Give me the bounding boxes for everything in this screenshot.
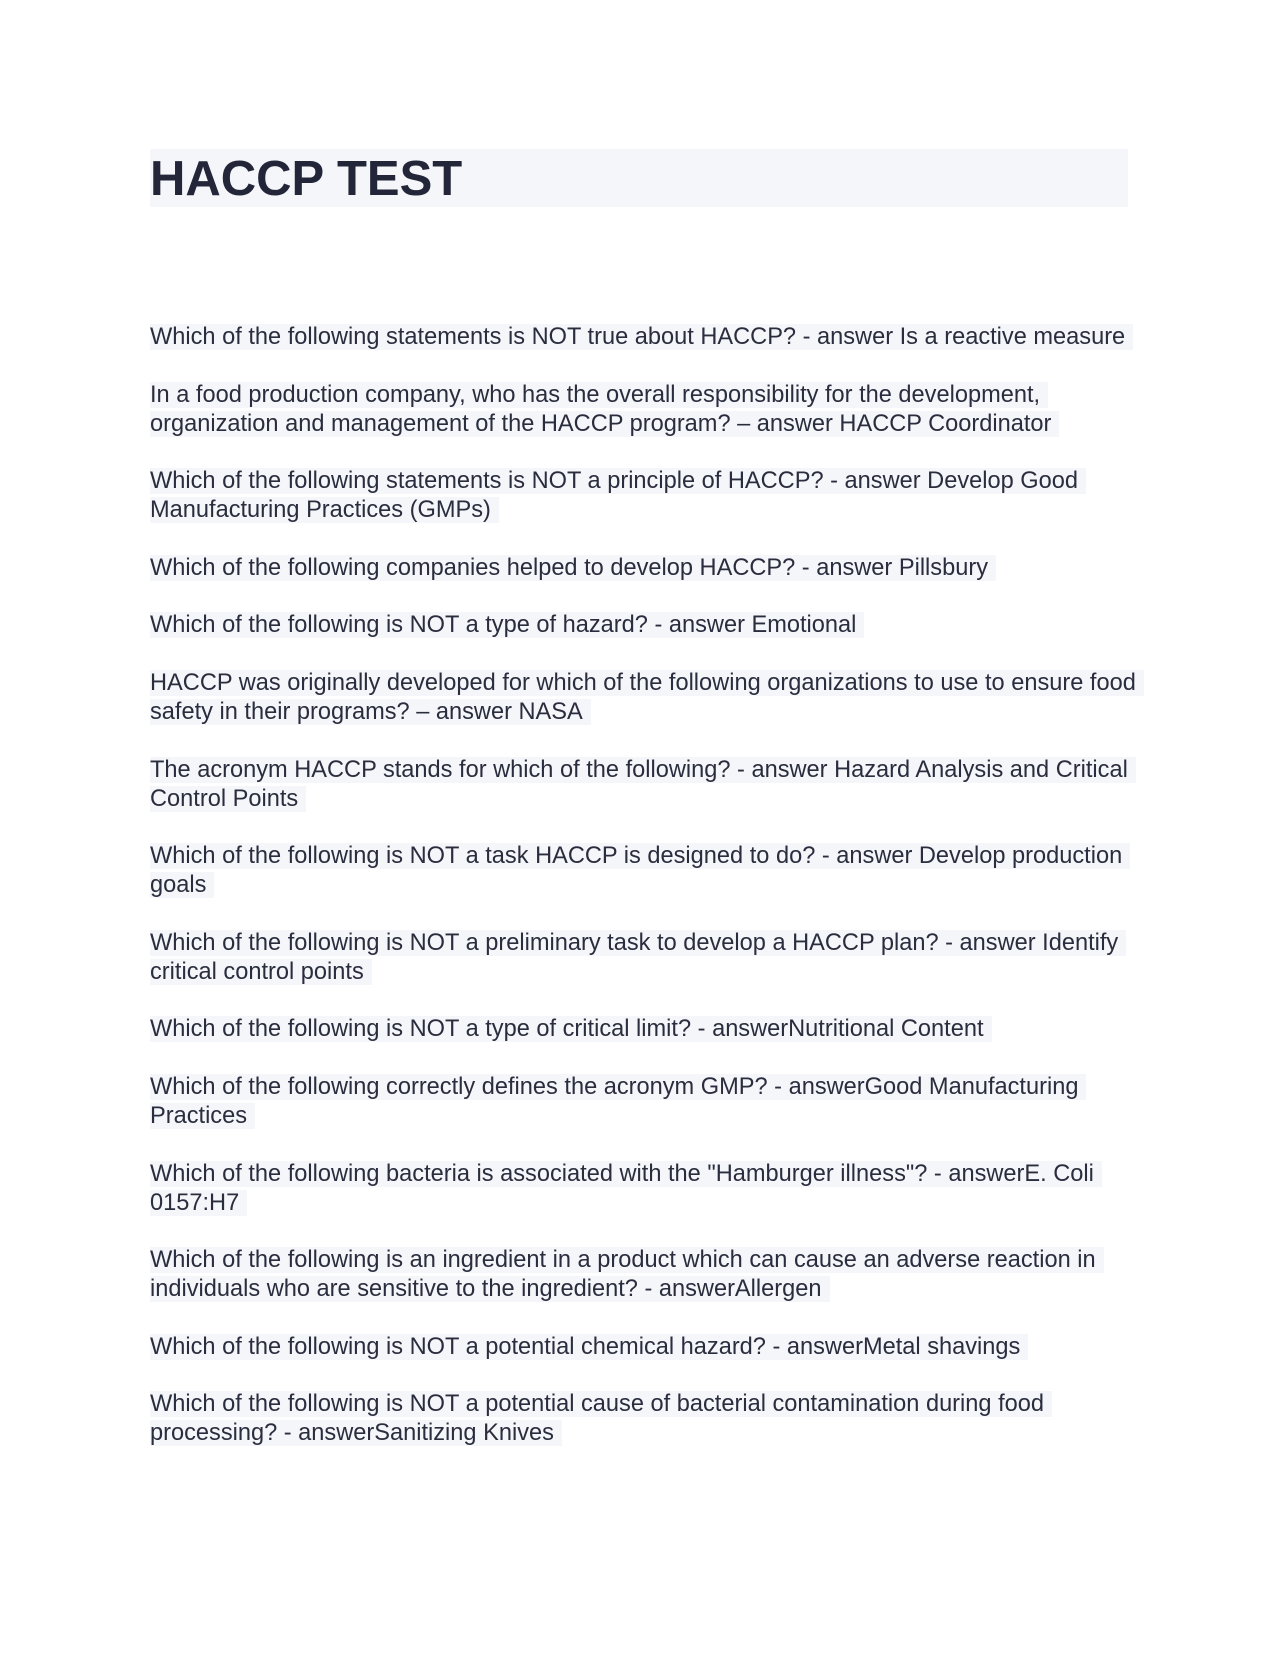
qa-item bbox=[150, 842, 1150, 900]
question-answer-list bbox=[150, 323, 1150, 1477]
qa-item bbox=[150, 669, 1150, 727]
qa-item bbox=[150, 1160, 1150, 1218]
qa-text: Which of the following is NOT a type of hazard? - answer Emotional bbox=[150, 612, 864, 638]
qa-item bbox=[150, 929, 1150, 987]
qa-item bbox=[150, 756, 1150, 814]
qa-text: Which of the following is an ingredient in a product which can cause an adverse reaction in individuals who are sensitive to the ingredient? - answerAllergen bbox=[150, 1247, 1104, 1302]
qa-text: Which of the following correctly defines the acronym GMP? - answerGood Manufacturing Practices bbox=[150, 1074, 1086, 1129]
qa-item bbox=[150, 467, 1150, 525]
qa-item bbox=[150, 381, 1150, 439]
qa-text: Which of the following is NOT a potential chemical hazard? - answerMetal shavings bbox=[150, 1334, 1028, 1360]
qa-item bbox=[150, 1333, 1150, 1362]
qa-text: Which of the following is NOT a task HACCP is designed to do? - answer Develop production goals bbox=[150, 843, 1130, 898]
qa-text: Which of the following statements is NOT true about HACCP? - answer Is a reactive measure bbox=[150, 324, 1133, 350]
document-title: HACCP TEST bbox=[150, 152, 463, 206]
qa-text: Which of the following bacteria is associated with the "Hamburger illness"? - answerE. Coli 0157:H7 bbox=[150, 1161, 1102, 1216]
qa-item bbox=[150, 323, 1150, 352]
qa-text: Which of the following is NOT a potential cause of bacterial contamination during food processing? - answerSanitizing Knives bbox=[150, 1391, 1052, 1446]
qa-text: Which of the following statements is NOT a principle of HACCP? - answer Develop Good Manufacturing Practices (GMPs) bbox=[150, 468, 1086, 523]
qa-item bbox=[150, 1246, 1150, 1304]
qa-item bbox=[150, 611, 1150, 640]
qa-text: Which of the following is NOT a preliminary task to develop a HACCP plan? - answer Identify critical control points bbox=[150, 930, 1126, 985]
qa-item bbox=[150, 1390, 1150, 1448]
qa-text: HACCP was originally developed for which of the following organizations to use to ensure food safety in their programs? – answer NASA bbox=[150, 670, 1144, 725]
qa-item bbox=[150, 554, 1150, 583]
qa-text: The acronym HACCP stands for which of the following? - answer Hazard Analysis and Critical Control Points bbox=[150, 757, 1136, 812]
qa-item bbox=[150, 1015, 1150, 1044]
qa-text: Which of the following is NOT a type of critical limit? - answerNutritional Content bbox=[150, 1016, 992, 1042]
qa-text: In a food production company, who has the overall responsibility for the development, organization and management of the HACCP program? – answer HACCP Coordinator bbox=[150, 382, 1059, 437]
qa-item bbox=[150, 1073, 1150, 1131]
qa-text: Which of the following companies helped to develop HACCP? - answer Pillsbury bbox=[150, 555, 996, 581]
